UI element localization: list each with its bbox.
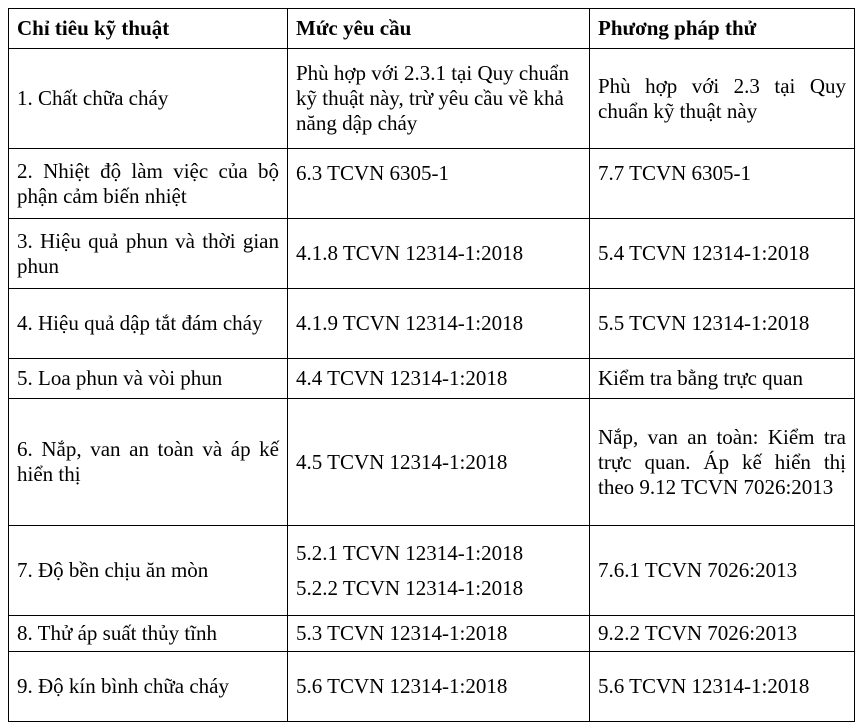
criterion-cell: 7. Độ bền chịu ăn mòn bbox=[9, 526, 288, 616]
requirement-cell bbox=[288, 359, 590, 399]
criterion-cell: 3. Hiệu quả phun và thời gian phun bbox=[9, 219, 288, 289]
requirement-text: 5.2.1 TCVN 12314-1:2018 bbox=[296, 540, 524, 565]
test-method-cell: 5.6 TCVN 12314-1:2018 bbox=[590, 652, 855, 722]
test-method-cell: 5.5 TCVN 12314-1:2018 bbox=[590, 289, 855, 359]
requirement-cell bbox=[288, 49, 590, 149]
table-row bbox=[9, 526, 855, 616]
criterion-cell: 1. Chất chữa cháy bbox=[9, 49, 288, 149]
requirement-cell bbox=[288, 219, 590, 289]
requirement-cell bbox=[288, 399, 590, 526]
table-row bbox=[9, 616, 855, 652]
requirement-cell bbox=[288, 616, 590, 652]
table-row bbox=[9, 289, 855, 359]
header-requirement: Mức yêu cầu bbox=[288, 9, 590, 49]
criterion-cell: 8. Thử áp suất thủy tĩnh bbox=[9, 616, 288, 652]
header-criterion: Chỉ tiêu kỹ thuật bbox=[9, 9, 288, 49]
requirement-text: 6.3 TCVN 6305-1 bbox=[296, 161, 450, 185]
header-test-method: Phương pháp thử bbox=[590, 9, 855, 49]
requirement-text: 4.1.8 TCVN 12314-1:2018 bbox=[296, 241, 524, 265]
table-row bbox=[9, 219, 855, 289]
test-method-cell: 7.7 TCVN 6305-1 bbox=[590, 149, 855, 219]
test-method-cell: 5.4 TCVN 12314-1:2018 bbox=[590, 219, 855, 289]
test-method-cell: 9.2.2 TCVN 7026:2013 bbox=[590, 616, 855, 652]
criterion-cell: 5. Loa phun và vòi phun bbox=[9, 359, 288, 399]
requirement-text: 4.1.9 TCVN 12314-1:2018 bbox=[296, 311, 524, 335]
requirement-cell bbox=[288, 149, 590, 219]
requirement-text: 5.2.2 TCVN 12314-1:2018 bbox=[296, 575, 524, 600]
technical-spec-table bbox=[8, 8, 855, 722]
requirement-cell bbox=[288, 652, 590, 722]
table-row bbox=[9, 652, 855, 722]
requirement-text: Phù hợp với 2.3.1 tại Quy chuẩn kỹ thuật này, trừ yêu cầu về khả năng dập cháy bbox=[296, 61, 570, 135]
criterion-cell: 9. Độ kín bình chữa cháy bbox=[9, 652, 288, 722]
criterion-cell: 6. Nắp, van an toàn và áp kế hiển thị bbox=[9, 399, 288, 526]
requirement-text: 5.3 TCVN 12314-1:2018 bbox=[296, 621, 508, 645]
requirement-cell bbox=[288, 526, 590, 616]
criterion-cell: 4. Hiệu quả dập tắt đám cháy bbox=[9, 289, 288, 359]
criterion-cell: 2. Nhiệt độ làm việc của bộ phận cảm biến nhiệt bbox=[9, 149, 288, 219]
test-method-cell: Phù hợp với 2.3 tại Quy chuẩn kỹ thuật này bbox=[590, 49, 855, 149]
table-row bbox=[9, 359, 855, 399]
test-method-cell: 7.6.1 TCVN 7026:2013 bbox=[590, 526, 855, 616]
table-row bbox=[9, 49, 855, 149]
test-method-cell: Nắp, van an toàn: Kiểm tra trực quan. Áp kế hiển thị theo 9.12 TCVN 7026:2013 bbox=[590, 399, 855, 526]
table-header-row bbox=[9, 9, 855, 49]
test-method-cell: Kiểm tra bằng trực quan bbox=[590, 359, 855, 399]
requirement-text: 4.5 TCVN 12314-1:2018 bbox=[296, 449, 508, 474]
table-row bbox=[9, 149, 855, 219]
requirement-cell bbox=[288, 289, 590, 359]
requirement-text: 5.6 TCVN 12314-1:2018 bbox=[296, 674, 508, 698]
requirement-text: 4.4 TCVN 12314-1:2018 bbox=[296, 366, 508, 390]
table-row bbox=[9, 399, 855, 526]
